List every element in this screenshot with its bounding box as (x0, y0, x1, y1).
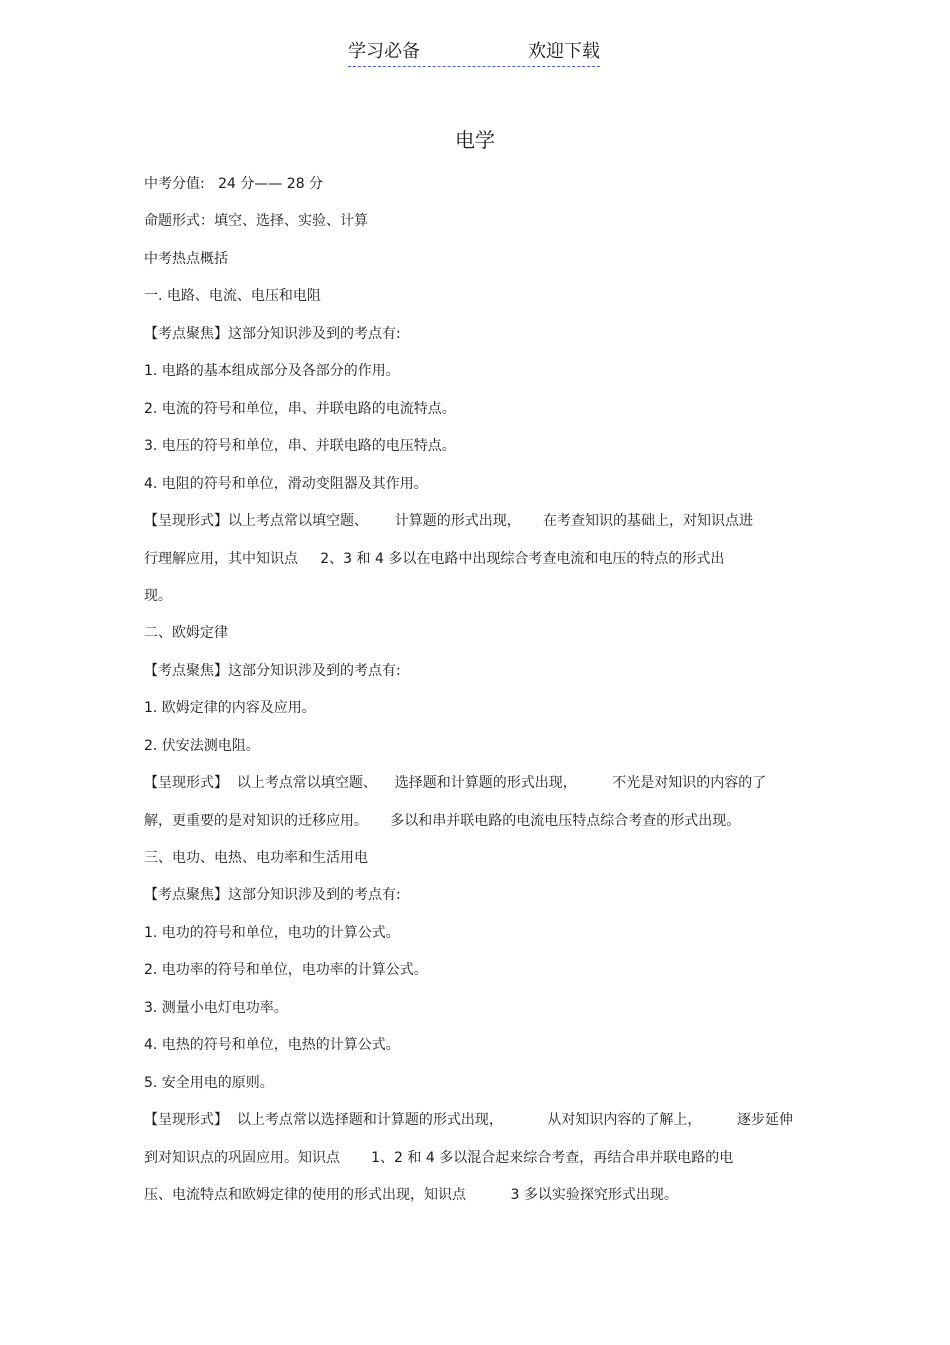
section-1-form-line-3: 现。 (144, 588, 172, 604)
section-2-point-1: 1. 欧姆定律的内容及应用。 (144, 700, 316, 716)
hotspot-summary-heading: 中考热点概括 (144, 251, 228, 267)
document-title: 电学 (455, 128, 495, 152)
header-right-text: 欢迎下载 (528, 41, 600, 62)
section-3-form-line-3: 压、电流特点和欧姆定律的使用的形式出现，知识点 3 多以实验探究形式出现。 (144, 1187, 678, 1203)
section-2-point-2: 2. 伏安法测电阻。 (144, 738, 260, 754)
section-3-point-1: 1. 电功的符号和单位，电功的计算公式。 (144, 925, 400, 941)
section-1-form-line-2: 行理解应用，其中知识点 2、3 和 4 多以在电路中出现综合考查电流和电压的特点的形式出 (144, 551, 725, 567)
section-1-point-4: 4. 电阻的符号和单位，滑动变阻器及其作用。 (144, 476, 428, 492)
section-3-heading: 三、电功、电热、电功率和生活用电 (144, 850, 368, 866)
section-3-form-line-1: 【呈现形式】 以上考点常以选择题和计算题的形式出现， 从对知识内容的了解上， 逐步延伸 (144, 1112, 794, 1128)
exam-score-line: 中考分值: 24 分—— 28 分 (144, 176, 324, 192)
header-left-text: 学习必备 (348, 41, 420, 62)
section-3-form-line-2: 到对知识点的巩固应用。知识点 1、2 和 4 多以混合起来综合考查，再结合串并联电路的电 (144, 1150, 734, 1166)
section-2-heading: 二、欧姆定律 (144, 625, 228, 641)
page-header (348, 40, 600, 67)
section-1-heading: 一. 电路、电流、电压和电阻 (144, 288, 321, 304)
section-3-point-4: 4. 电热的符号和单位，电热的计算公式。 (144, 1037, 400, 1053)
section-1-form-line-1: 【呈现形式】以上考点常以填空题、 计算题的形式出现， 在考查知识的基础上，对知识点进 (144, 513, 753, 529)
section-2-focus-label: 【考点聚焦】这部分知识涉及到的考点有: (144, 663, 401, 679)
question-format-line: 命题形式：填空、选择、实验、计算 (144, 213, 368, 229)
section-1-point-3: 3. 电压的符号和单位，串、并联电路的电压特点。 (144, 438, 456, 454)
section-1-focus-label: 【考点聚焦】这部分知识涉及到的考点有: (144, 326, 401, 342)
section-3-point-2: 2. 电功率的符号和单位，电功率的计算公式。 (144, 962, 428, 978)
section-2-form-line-1: 【呈现形式】 以上考点常以填空题、 选择题和计算题的形式出现， 不光是对知识的内容的了 (144, 775, 767, 791)
section-1-point-2: 2. 电流的符号和单位，串、并联电路的电流特点。 (144, 401, 456, 417)
section-1-point-1: 1. 电路的基本组成部分及各部分的作用。 (144, 363, 400, 379)
section-3-point-5: 5. 安全用电的原则。 (144, 1075, 274, 1091)
section-2-form-line-2: 解，更重要的是对知识的迁移应用。 多以和串并联电路的电流电压特点综合考查的形式出现。 (144, 813, 741, 829)
section-3-focus-label: 【考点聚焦】这部分知识涉及到的考点有: (144, 887, 401, 903)
section-3-point-3: 3. 测量小电灯电功率。 (144, 1000, 288, 1016)
